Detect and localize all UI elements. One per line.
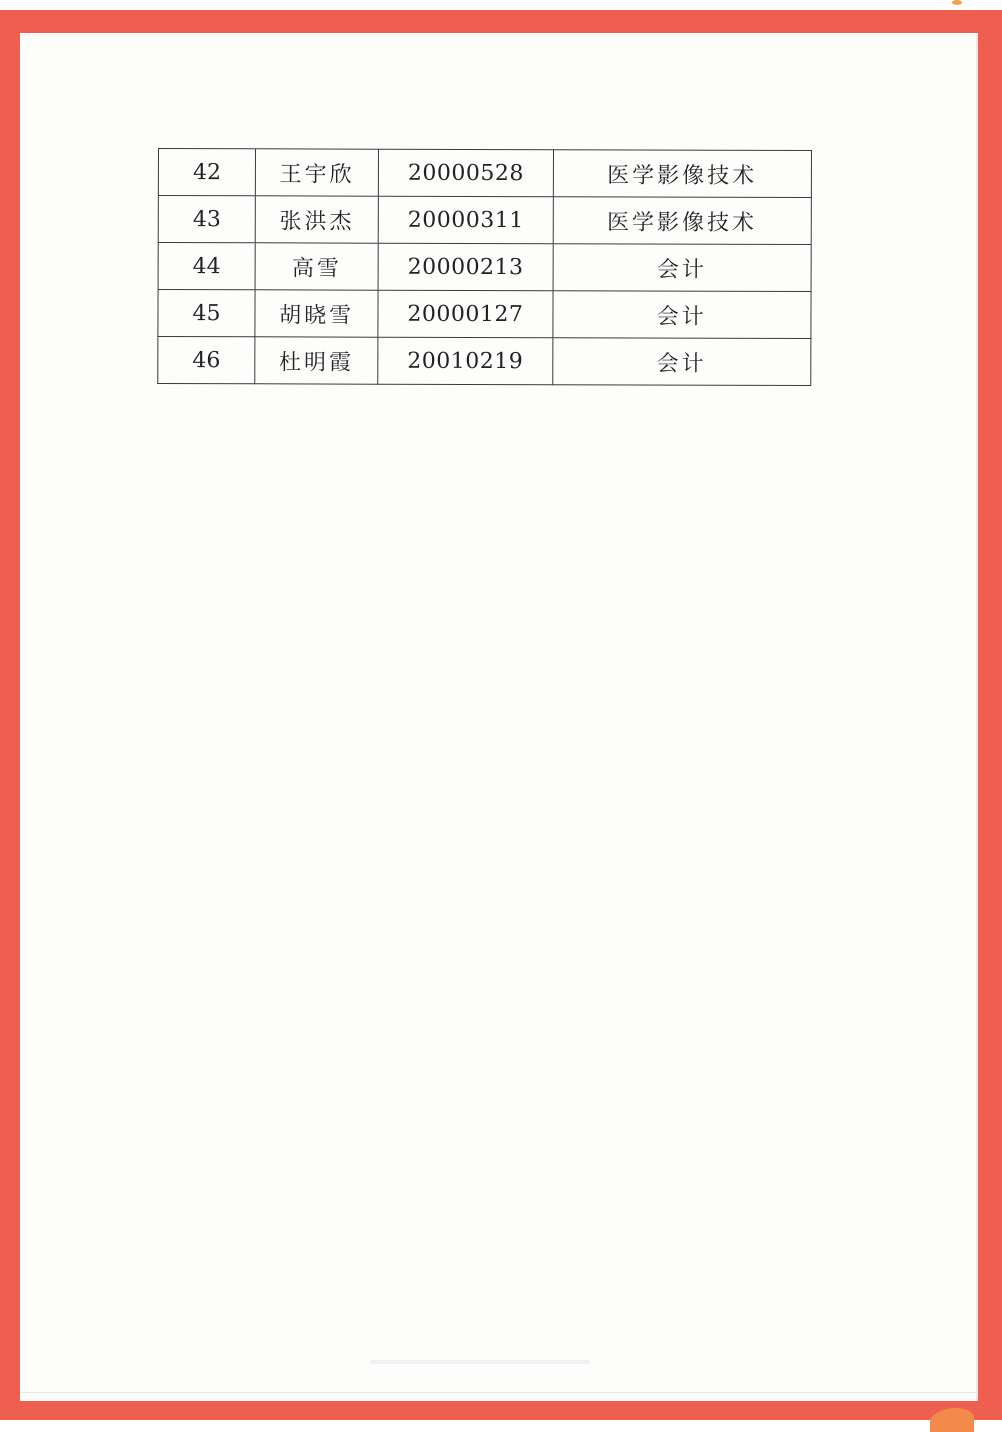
major-cell: 医学影像技术 bbox=[553, 197, 812, 245]
table-row bbox=[158, 337, 811, 386]
row-number-cell: 44 bbox=[158, 243, 255, 290]
table-row bbox=[158, 196, 811, 245]
name-cell: 杜明霞 bbox=[255, 337, 378, 384]
id-cell: 20000213 bbox=[378, 243, 552, 291]
table-row bbox=[158, 290, 811, 339]
name-cell: 高雪 bbox=[255, 243, 378, 290]
corner-mark-bottom-right bbox=[930, 1408, 974, 1432]
major-cell: 医学影像技术 bbox=[553, 150, 812, 198]
name-cell: 王宇欣 bbox=[255, 149, 378, 196]
name-cell: 张洪杰 bbox=[255, 196, 378, 243]
major-cell: 会计 bbox=[552, 338, 811, 386]
page-bottom-edge bbox=[20, 1392, 978, 1393]
table-row bbox=[158, 243, 811, 292]
corner-mark-top-right bbox=[952, 0, 962, 5]
id-cell: 20000311 bbox=[379, 196, 553, 244]
id-cell: 20000127 bbox=[378, 290, 552, 338]
table-row bbox=[158, 149, 811, 198]
row-number-cell: 46 bbox=[158, 337, 255, 384]
row-number-cell: 42 bbox=[158, 149, 255, 196]
page-smudge bbox=[370, 1360, 590, 1364]
row-number-cell: 45 bbox=[158, 290, 255, 337]
row-number-cell: 43 bbox=[158, 196, 255, 243]
name-cell: 胡晓雪 bbox=[255, 290, 378, 337]
id-cell: 20000528 bbox=[379, 149, 553, 197]
roster-table bbox=[157, 148, 812, 386]
major-cell: 会计 bbox=[553, 244, 812, 292]
id-cell: 20010219 bbox=[378, 337, 552, 385]
major-cell: 会计 bbox=[552, 291, 811, 339]
